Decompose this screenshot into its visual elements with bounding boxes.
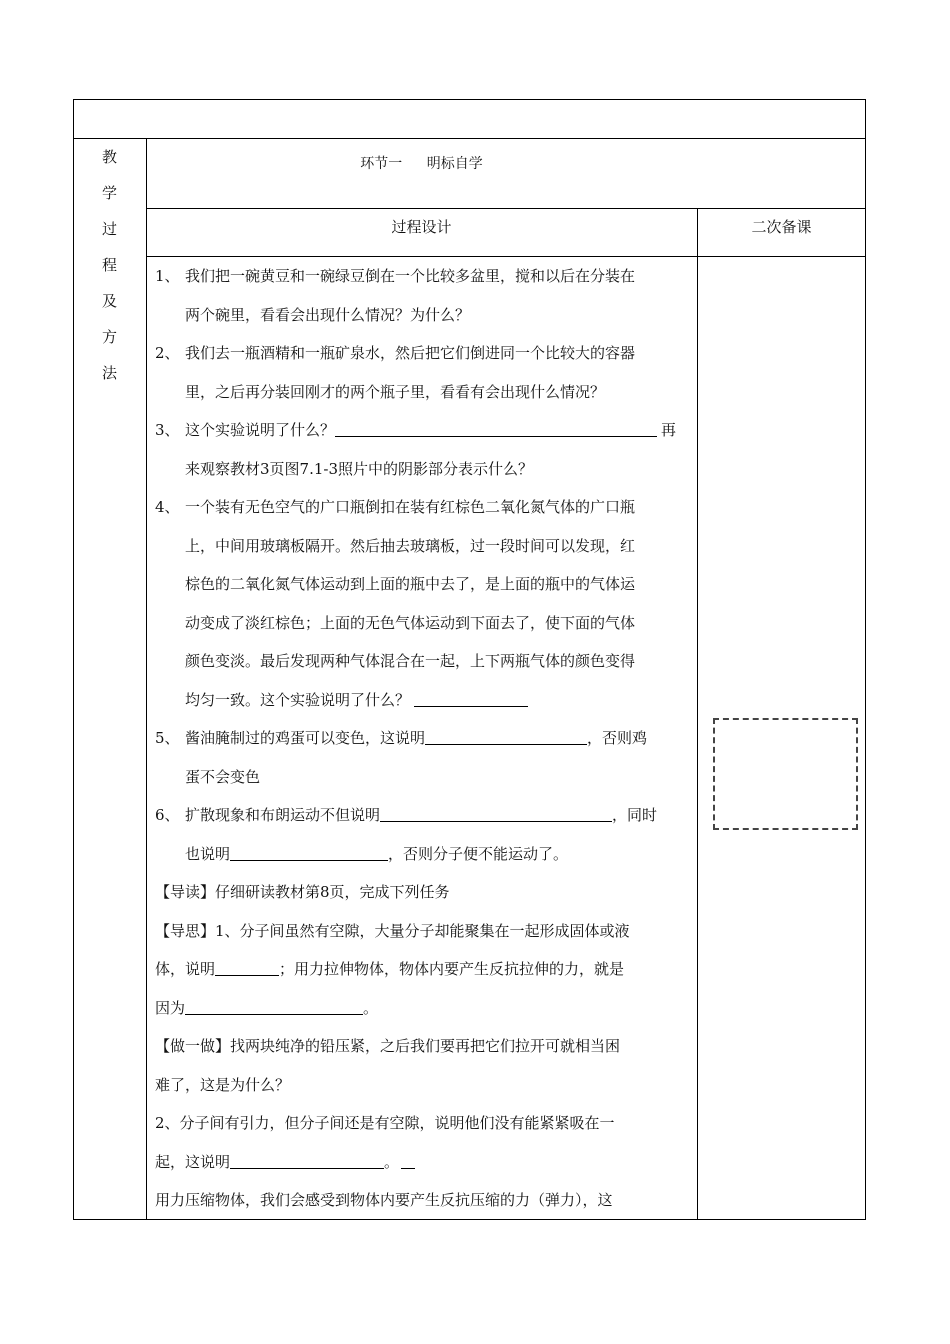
- stage-name: 明标自学: [426, 156, 483, 172]
- list-item: 4、 一个装有无色空气的广口瓶倒扣在装有红棕色二氧化氮气体的广口瓶: [155, 498, 636, 516]
- sidebar-char: 法: [101, 364, 117, 382]
- backup-column-divider: [697, 208, 698, 1220]
- stage-row-divider: [146, 208, 866, 209]
- guide-think: 【导思】1、分子间虽然有空隙，大量分子却能聚集在一起形成固体或液: [155, 921, 630, 940]
- sidebar-label: [73, 139, 146, 391]
- answer-blank[interactable]: [230, 846, 388, 861]
- list-item-continuation: 均匀一致。这个实验说明了什么？: [155, 681, 690, 720]
- list-item: 3、 这个实验说明了什么？ 再: [155, 421, 677, 439]
- guide-think-continuation: 体，说明 ；用力拉伸物体，物体内要产生反抗拉伸的力，就是: [155, 960, 625, 978]
- answer-blank[interactable]: [230, 1154, 384, 1169]
- answer-blank[interactable]: [185, 1000, 363, 1015]
- answer-blank[interactable]: [414, 692, 528, 707]
- answer-blank[interactable]: [380, 807, 612, 822]
- process-design-content: [155, 257, 690, 1220]
- list-item-continuation: 两个碗里，看看会出现什么情况？为什么？: [185, 305, 471, 324]
- guide-read: 【导读】仔细研读教材第8页，完成下列任务: [155, 883, 450, 901]
- sidebar-divider: [146, 138, 147, 1220]
- sidebar-char: 方: [101, 328, 117, 346]
- sidebar-char: 及: [101, 292, 117, 310]
- list-item: 1、 我们把一碗黄豆和一碗绿豆倒在一个比较多盆里，搅和以后在分装在: [155, 267, 636, 285]
- list-item-continuation: 动变成了淡红棕色；上面的无色气体运动到下面去了，使下面的气体: [185, 613, 636, 632]
- list-item-continuation: 颜色变淡。最后发现两种气体混合在一起，上下两瓶气体的颜色变得: [185, 652, 636, 670]
- column-header-backup: 二次备课: [751, 218, 812, 236]
- paragraph-continuation: 起，这说明 。: [155, 1143, 690, 1182]
- note-placeholder-box[interactable]: [713, 718, 858, 830]
- sidebar-char: 学: [101, 184, 117, 202]
- try-it: 【做一做】找两块纯净的铅压紧，之后我们要再把它们拉开可就相当困: [155, 1037, 621, 1055]
- sidebar-char: 程: [101, 256, 117, 274]
- paragraph: 2、分子间有引力，但分子间还是有空隙，说明他们没有能紧紧吸在一: [155, 1114, 615, 1132]
- list-item: 5、 酱油腌制过的鸡蛋可以变色，这说明 ，否则鸡: [155, 729, 648, 747]
- list-item-continuation: 上，中间用玻璃板隔开。然后抽去玻璃板，过一段时间可以发现，红: [185, 536, 636, 555]
- answer-blank[interactable]: [335, 422, 657, 437]
- list-item: 2、 我们去一瓶酒精和一瓶矿泉水，然后把它们倒进同一个比较大的容器: [155, 344, 636, 362]
- guide-think-continuation: 因为 。: [155, 998, 379, 1017]
- list-item-continuation: 也说明 ，否则分子便不能运动了。: [185, 844, 569, 863]
- answer-blank[interactable]: [215, 961, 279, 976]
- paragraph: 用力压缩物体，我们会感受到物体内要产生反抗压缩的力（弹力），这: [155, 1191, 613, 1209]
- try-it-continuation: 难了，这是为什么？: [155, 1075, 291, 1094]
- sidebar-char: 教: [101, 148, 117, 166]
- stage-title: [146, 153, 697, 173]
- header-row-divider: [73, 138, 866, 139]
- list-item-continuation: 棕色的二氧化氮气体运动到上面的瓶中去了，是上面的瓶中的气体运: [185, 575, 636, 593]
- column-header-design: 过程设计: [391, 218, 452, 236]
- list-item-continuation: 来观察教材3页图7.1-3照片中的阴影部分表示什么？: [185, 459, 534, 478]
- answer-blank[interactable]: [401, 1154, 415, 1169]
- list-item: 6、 扩散现象和布朗运动不但说明 ，同时: [155, 806, 658, 824]
- stage-label: 环节一: [360, 156, 403, 172]
- list-item-continuation: 蛋不会变色: [185, 767, 261, 786]
- list-item-continuation: 里，之后再分装回刚才的两个瓶子里，看看有会出现什么情况？: [185, 382, 606, 401]
- answer-blank[interactable]: [425, 730, 587, 745]
- sidebar-char: 过: [101, 220, 117, 238]
